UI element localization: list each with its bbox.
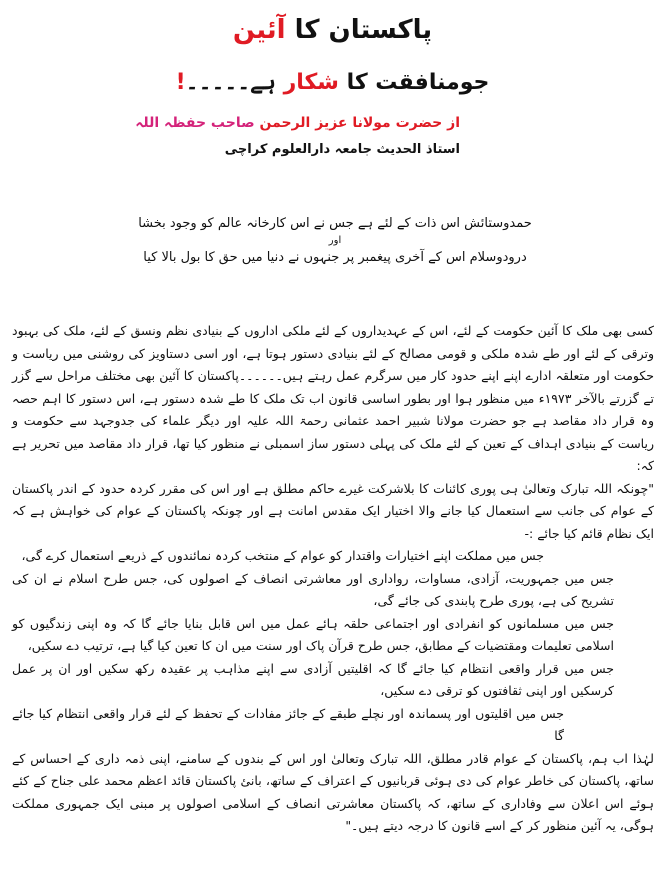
invocation-line-1: حمدوستائش اس ذات کے لئے ہے جس نے اس کارخانہ عالم کو وجود بخشا	[138, 216, 532, 231]
invocation-block	[100, 214, 570, 268]
page-subtitle	[0, 66, 665, 100]
body-paragraph: کسی بھی ملک کا آئین حکومت کے لئے، اس کے عہدیداروں کے لئے ملکی اداروں کے بنیادی نظم ونسق کے لئے، ملک کی بہبود وترقی کے لئے اور طے شدہ ملکی و قومی مصالح کے لئے بنیادی دستور ہوتا ہے، اور اسی دستاویز کی روشنی میں ریاست و حکومت اور متعلقہ ادارے اپنے اپنے حدود کار میں سرگرم عمل رہتے ہیں۔۔۔۔۔۔پاکستان کا آئین بھی مختلف مراحل سے گزر تے گزرتے بالآخر ۱۹۷۳ء میں منظور ہوا اور بطور اساسی قانون اب تک ملک کا طے شدہ دستور ہے، اس دستور کا اہم حصہ وہ قرار داد مقاصد ہے جو حضرت مولانا شبیر احمد عثمانی رحمۃ اللہ علیہ اور دیگر علماء کی جدوجہد سے حکومت و ریاست کے بنیادی اہداف کے تعین کے لئے ملک کی پہلی دستور ساز اسمبلی نے منظور کیا تھا، قرار داد مقاصد میں تحریر ہے کہ:	[12, 323, 655, 473]
page-title	[0, 12, 665, 48]
title-text-part1: پاکستان کا	[285, 15, 433, 45]
title-text-part2: آئین	[232, 15, 286, 45]
article-body	[12, 320, 654, 838]
resolution-closing: لہٰذا اب ہم، پاکستان کے عوام قادر مطلق، اللہ تبارک وتعالیٰ اور اس کے بندوں کے سامنے، اپنی ذمہ داری کے احساس کے ساتھ، پاکستان کی خاطر عوام کی دی ہوئی قربانیوں کے اعتراف کے ساتھ، بانئ پاکستان قائد اعظم محمد علی جناح کے کئے ہوئے اس اعلان سے وفاداری کے ساتھ، کہ پاکستان معاشرتی انصاف کے اسلامی اصولوں پر مبنی ایک جمہوری مملکت ہوگی، یہ آئین منظور کر کے اسے قانون کا درجہ دیتے ہیں۔"	[12, 750, 654, 833]
resolution-item: جس میں مسلمانوں کو انفرادی اور اجتماعی حلقہ ہائے عمل میں اس قابل بنایا جائے گا کہ وہ اپنی زندگیوں کو اسلامی تعلیمات ومقتضیات کے مطابق، جس طرح قرآن پاک اور سنت میں ان کا تعین کیا گیا ہے، ترتیب دے سکیں،	[12, 615, 614, 653]
subtitle-text-part4: !	[175, 70, 186, 95]
author-line	[60, 112, 460, 134]
author-suffix: صاحب	[206, 115, 260, 131]
invocation-line-2: درودوسلام اس کے آخری پیغمبر پر جنہوں نے دنیا میں حق کا بول بالا کیا	[143, 250, 527, 265]
author-position: استاذ الحدیث جامعہ دارالعلوم کراچی	[224, 142, 460, 157]
author-prefix: از حضرت مولانا	[347, 115, 460, 131]
resolution-item: جس میں جمہوریت، آزادی، مساوات، رواداری اور معاشرتی انصاف کے اصولوں کی، جس طرح اسلام نے ان کی تشریح کی ہے، پوری طرح پابندی کی جائے گی،	[12, 570, 614, 608]
invocation-connector: اور	[328, 235, 342, 246]
author-honorific: حفظہ اللہ	[135, 115, 207, 131]
resolution-item: جس میں اقلیتوں اور پسماندہ اور نچلے طبقے کے جائز مفادات کے تحفظ کے لئے قرار واقعی انتظام کیا جائے گا	[12, 705, 564, 743]
resolution-item: جس میں مملکت اپنے اختیارات واقتدار کو عوام کے منتخب کردہ نمائندوں کے ذریعے استعمال کرے گی،	[21, 548, 544, 563]
subtitle-text-part3: ہے۔۔۔۔۔	[185, 70, 284, 95]
resolution-item: جس میں قرار واقعی انتظام کیا جائے گا کہ اقلیتیں آزادی سے اپنے مذاہب پر عقیدہ رکھ سکیں اور ان پر عمل کرسکیں اور اپنی ثقافتوں کو ترقی دے سکیں،	[12, 660, 614, 698]
objectives-resolution-quote: "چونکہ اللہ تبارک وتعالیٰ ہی پوری کائنات کا بلاشرکت غیرے حاکم مطلق ہے اور اس کی مقرر کردہ حدود کے اندر پاکستان کے عوام کی جانب سے استعمال کیا جانے والا اختیار ایک مقدس امانت ہے اور چونکہ پاکستان کے عوام کی خواہش ہے کہ ایک نظام قائم کیا جائے :-	[12, 480, 654, 541]
author-name: عزیز الرحمن	[259, 115, 348, 131]
subtitle-text-part2: شکار	[283, 70, 339, 95]
subtitle-text-part1: جومنافقت کا	[338, 70, 490, 95]
